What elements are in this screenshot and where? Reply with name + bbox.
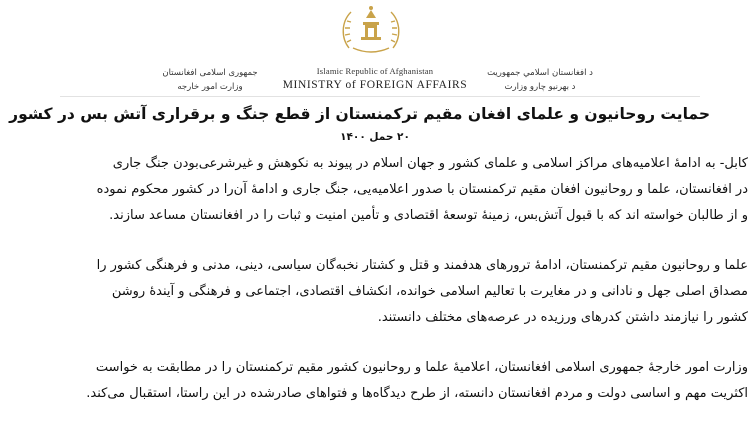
paragraph-line: اکثریت مهم و اساسی دولت و مردم افغانستان دانسته، از طرح دیدگاه‌ها و فتواهای صادرشده در این راستا، استقبال می‌کند. bbox=[86, 386, 748, 401]
header-pashto-block bbox=[460, 66, 620, 94]
header-pashto-line2: د بهرنیو چارو وزارت bbox=[504, 82, 576, 92]
paragraph-line: در افغانستان، علما و روحانیون افغان مقیم ترکمنستان با صدور اعلامیه‌یی، جنگ جاری و ادامهٔ آن‌را در کشور محکوم نموده bbox=[96, 182, 748, 197]
page-title: حمایت روحانیون و علمای افغان مقیم ترکمنستان از قطع جنگ و برقراری آتش بس در کشور bbox=[9, 105, 710, 123]
header-english-line1: Islamic Republic of Afghanistan bbox=[316, 66, 434, 76]
release-date: ۲۰ حمل ۱۴۰۰ bbox=[340, 131, 410, 143]
paragraph-line: وزارت امور خارجهٔ جمهوری اسلامی افغانستان، اعلامیهٔ علما و روحانیون کشور مقیم ترکمنستان را در مطابقت به خواست bbox=[95, 360, 748, 375]
header-pashto-line1: د افغانستان اسلامي جمهوریت bbox=[487, 68, 593, 78]
header-english-block bbox=[270, 64, 480, 92]
paragraph-line: علما و روحانیون مقیم ترکمنستان، ادامهٔ ترورهای هدفمند و قتل و کشتار نخبه‌گان سیاسی، دینی، مدنی و فرهنگی کشور را bbox=[96, 258, 748, 273]
header-dari-line1: جمهوری اسلامی افغانستان bbox=[162, 68, 258, 78]
paragraph-line: کابل- به ادامهٔ اعلامیه‌های مراکز اسلامی و علمای کشور و جهان اسلام در پیوند به نکوهش و غیرشرعی‌بودن جنگ جاری bbox=[112, 156, 748, 171]
header-dari-block bbox=[135, 66, 285, 94]
header-english-line2: MINISTRY of FOREIGN AFFAIRS bbox=[282, 79, 468, 91]
paragraph-line: مصداق اصلی جهل و نادانی و در مغایرت با تعالیم اسلامی خوانده، انکشاف اقتصادی، اجتماعی و فرهنگی و آیندهٔ روشن bbox=[111, 284, 748, 299]
paragraph-1 bbox=[0, 151, 748, 229]
header-dari-line2: وزارت امور خارجه bbox=[177, 82, 243, 92]
paragraph-line: و از طالبان خواسته اند که با قبول آتش‌بس، زمینهٔ توسعهٔ اقتصادی و تأمین امنیت و ثبات را در افغانستان مساعد سازند. bbox=[109, 208, 748, 223]
afghanistan-emblem-icon bbox=[335, 2, 407, 56]
paragraph-line: کشور را نیازمند داشتن کدرهای ورزیده در عرصه‌های مختلف دانستند. bbox=[377, 310, 748, 325]
paragraph-2 bbox=[0, 253, 748, 331]
paragraph-3 bbox=[0, 355, 748, 407]
header-divider bbox=[60, 96, 700, 97]
